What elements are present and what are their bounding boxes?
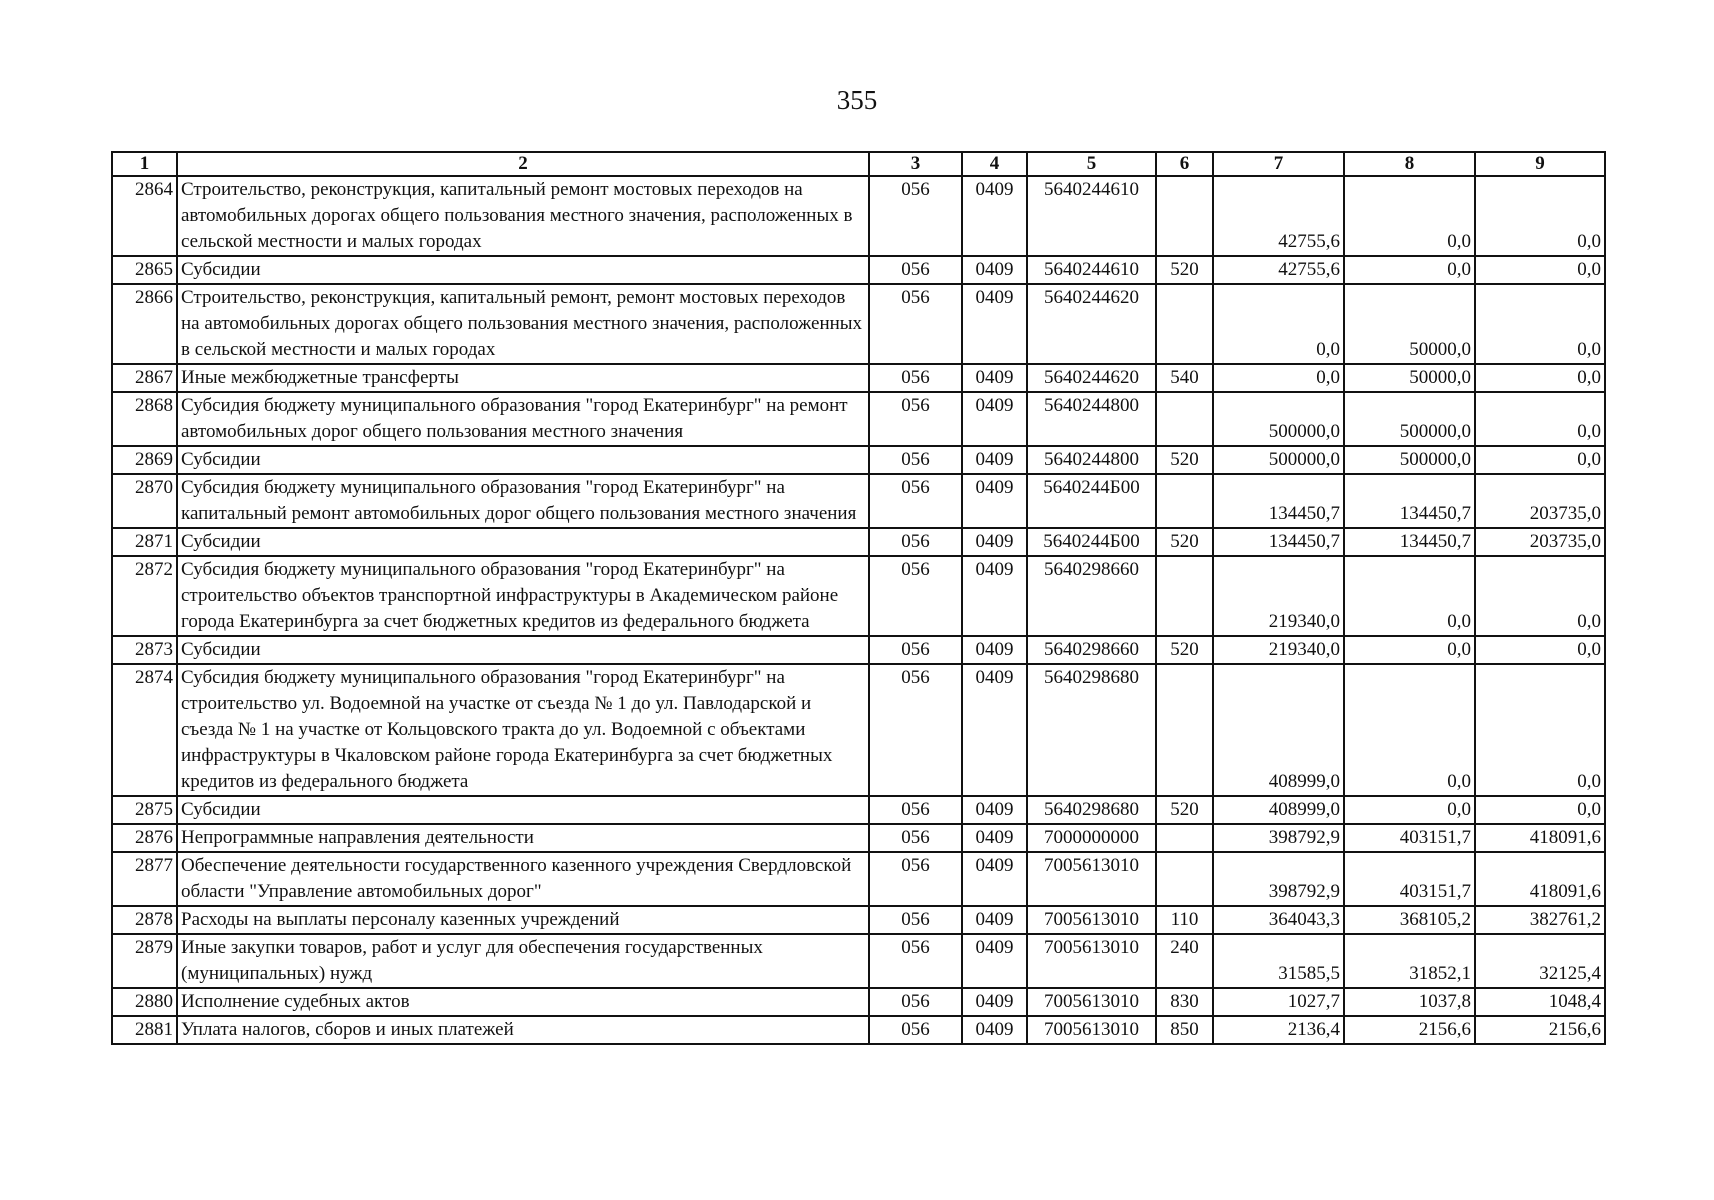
expense-type-code (1156, 284, 1213, 364)
amount-year-2: 403151,7 (1344, 852, 1475, 906)
target-code: 5640244620 (1027, 364, 1156, 392)
row-description: Расходы на выплаты персоналу казенных учреждений (177, 906, 869, 934)
amount-year-3: 1048,4 (1475, 988, 1605, 1016)
ministry-code: 056 (869, 256, 962, 284)
row-number: 2871 (112, 528, 177, 556)
target-code: 5640298660 (1027, 556, 1156, 636)
amount-year-2: 134450,7 (1344, 528, 1475, 556)
amount-year-1: 134450,7 (1213, 528, 1344, 556)
amount-year-2: 2156,6 (1344, 1016, 1475, 1044)
target-code: 5640244800 (1027, 446, 1156, 474)
section-code: 0409 (962, 474, 1027, 528)
column-header: 9 (1475, 152, 1605, 176)
amount-year-2: 403151,7 (1344, 824, 1475, 852)
ministry-code: 056 (869, 176, 962, 256)
row-number: 2873 (112, 636, 177, 664)
column-header: 8 (1344, 152, 1475, 176)
expense-type-code (1156, 474, 1213, 528)
ministry-code: 056 (869, 474, 962, 528)
row-number: 2876 (112, 824, 177, 852)
amount-year-1: 408999,0 (1213, 664, 1344, 796)
amount-year-2: 31852,1 (1344, 934, 1475, 988)
row-description: Иные межбюджетные трансферты (177, 364, 869, 392)
amount-year-1: 500000,0 (1213, 392, 1344, 446)
section-code: 0409 (962, 664, 1027, 796)
table-row (112, 636, 1605, 664)
column-header: 1 (112, 152, 177, 176)
ministry-code: 056 (869, 906, 962, 934)
row-number: 2867 (112, 364, 177, 392)
section-code: 0409 (962, 392, 1027, 446)
target-code: 7000000000 (1027, 824, 1156, 852)
table-row (112, 1016, 1605, 1044)
amount-year-1: 1027,7 (1213, 988, 1344, 1016)
section-code: 0409 (962, 556, 1027, 636)
section-code: 0409 (962, 528, 1027, 556)
amount-year-2: 0,0 (1344, 176, 1475, 256)
amount-year-2: 134450,7 (1344, 474, 1475, 528)
amount-year-1: 0,0 (1213, 364, 1344, 392)
section-code: 0409 (962, 1016, 1027, 1044)
amount-year-3: 32125,4 (1475, 934, 1605, 988)
expense-type-code: 830 (1156, 988, 1213, 1016)
row-number: 2869 (112, 446, 177, 474)
row-description: Субсидии (177, 636, 869, 664)
row-number: 2878 (112, 906, 177, 934)
row-number: 2870 (112, 474, 177, 528)
ministry-code: 056 (869, 664, 962, 796)
amount-year-2: 500000,0 (1344, 392, 1475, 446)
expense-type-code (1156, 824, 1213, 852)
section-code: 0409 (962, 824, 1027, 852)
amount-year-1: 500000,0 (1213, 446, 1344, 474)
target-code: 5640298660 (1027, 636, 1156, 664)
amount-year-2: 0,0 (1344, 664, 1475, 796)
table-row (112, 446, 1605, 474)
amount-year-1: 42755,6 (1213, 256, 1344, 284)
section-code: 0409 (962, 852, 1027, 906)
amount-year-1: 134450,7 (1213, 474, 1344, 528)
amount-year-3: 2156,6 (1475, 1016, 1605, 1044)
ministry-code: 056 (869, 1016, 962, 1044)
expense-type-code: 520 (1156, 256, 1213, 284)
ministry-code: 056 (869, 636, 962, 664)
row-description: Субсидии (177, 528, 869, 556)
row-number: 2868 (112, 392, 177, 446)
amount-year-1: 31585,5 (1213, 934, 1344, 988)
table-row (112, 364, 1605, 392)
amount-year-3: 0,0 (1475, 796, 1605, 824)
amount-year-3: 0,0 (1475, 664, 1605, 796)
amount-year-1: 0,0 (1213, 284, 1344, 364)
row-description: Иные закупки товаров, работ и услуг для обеспечения государственных (муниципальных) нужд (177, 934, 869, 988)
page-number: 355 (836, 85, 878, 115)
row-description: Субсидии (177, 446, 869, 474)
amount-year-2: 500000,0 (1344, 446, 1475, 474)
table-row (112, 934, 1605, 988)
expense-type-code (1156, 664, 1213, 796)
amount-year-3: 418091,6 (1475, 824, 1605, 852)
table-row (112, 796, 1605, 824)
table-row (112, 176, 1605, 256)
row-number: 2872 (112, 556, 177, 636)
amount-year-3: 0,0 (1475, 284, 1605, 364)
row-description: Субсидия бюджету муниципального образования "город Екатеринбург" на строительство ул. Водоемной на участке от съезда № 1 до ул. Павлодарской и съезда № 1 на участке от Кольцовского тракта до ул. Водоемной с объектами инфраструктуры в Чкаловском районе города Екатеринбурга за счет бюджетных кредитов из федерального бюджета (177, 664, 869, 796)
row-description: Субсидии (177, 256, 869, 284)
section-code: 0409 (962, 988, 1027, 1016)
table-row (112, 906, 1605, 934)
table-row (112, 284, 1605, 364)
section-code: 0409 (962, 284, 1027, 364)
row-description: Субсидия бюджету муниципального образования "город Екатеринбург" на ремонт автомобильных дорог общего пользования местного значения (177, 392, 869, 446)
amount-year-3: 203735,0 (1475, 528, 1605, 556)
ministry-code: 056 (869, 824, 962, 852)
section-code: 0409 (962, 796, 1027, 824)
amount-year-1: 2136,4 (1213, 1016, 1344, 1044)
amount-year-2: 1037,8 (1344, 988, 1475, 1016)
ministry-code: 056 (869, 796, 962, 824)
row-description: Субсидия бюджету муниципального образования "город Екатеринбург" на капитальный ремонт автомобильных дорог общего пользования местного значения (177, 474, 869, 528)
ministry-code: 056 (869, 934, 962, 988)
expense-type-code: 520 (1156, 528, 1213, 556)
row-number: 2875 (112, 796, 177, 824)
target-code: 7005613010 (1027, 852, 1156, 906)
amount-year-3: 0,0 (1475, 446, 1605, 474)
amount-year-1: 398792,9 (1213, 824, 1344, 852)
table-row (112, 474, 1605, 528)
table-row (112, 988, 1605, 1016)
expense-type-code: 110 (1156, 906, 1213, 934)
amount-year-3: 0,0 (1475, 256, 1605, 284)
target-code: 7005613010 (1027, 988, 1156, 1016)
amount-year-1: 408999,0 (1213, 796, 1344, 824)
amount-year-3: 418091,6 (1475, 852, 1605, 906)
row-number: 2879 (112, 934, 177, 988)
row-number: 2865 (112, 256, 177, 284)
amount-year-2: 0,0 (1344, 256, 1475, 284)
table-row (112, 852, 1605, 906)
amount-year-1: 364043,3 (1213, 906, 1344, 934)
amount-year-1: 219340,0 (1213, 556, 1344, 636)
target-code: 5640244Б00 (1027, 528, 1156, 556)
row-number: 2880 (112, 988, 177, 1016)
amount-year-2: 368105,2 (1344, 906, 1475, 934)
ministry-code: 056 (869, 284, 962, 364)
table-row (112, 256, 1605, 284)
section-code: 0409 (962, 364, 1027, 392)
expense-type-code: 520 (1156, 446, 1213, 474)
row-description: Субсидии (177, 796, 869, 824)
table-row (112, 392, 1605, 446)
expense-type-code (1156, 556, 1213, 636)
column-header: 3 (869, 152, 962, 176)
column-header: 4 (962, 152, 1027, 176)
amount-year-3: 0,0 (1475, 392, 1605, 446)
amount-year-1: 219340,0 (1213, 636, 1344, 664)
row-number: 2881 (112, 1016, 177, 1044)
target-code: 7005613010 (1027, 934, 1156, 988)
expense-type-code: 240 (1156, 934, 1213, 988)
target-code: 7005613010 (1027, 1016, 1156, 1044)
expense-type-code: 520 (1156, 796, 1213, 824)
row-number: 2866 (112, 284, 177, 364)
row-number: 2877 (112, 852, 177, 906)
row-number: 2864 (112, 176, 177, 256)
section-code: 0409 (962, 446, 1027, 474)
target-code: 5640298680 (1027, 664, 1156, 796)
row-description: Непрограммные направления деятельности (177, 824, 869, 852)
ministry-code: 056 (869, 852, 962, 906)
target-code: 5640298680 (1027, 796, 1156, 824)
column-header: 2 (177, 152, 869, 176)
column-header: 5 (1027, 152, 1156, 176)
expense-type-code: 850 (1156, 1016, 1213, 1044)
expense-type-code: 540 (1156, 364, 1213, 392)
amount-year-2: 0,0 (1344, 796, 1475, 824)
ministry-code: 056 (869, 556, 962, 636)
section-code: 0409 (962, 256, 1027, 284)
amount-year-2: 0,0 (1344, 556, 1475, 636)
target-code: 5640244Б00 (1027, 474, 1156, 528)
section-code: 0409 (962, 934, 1027, 988)
amount-year-3: 0,0 (1475, 556, 1605, 636)
table-header-row (112, 152, 1605, 176)
amount-year-3: 0,0 (1475, 636, 1605, 664)
expense-type-code (1156, 392, 1213, 446)
amount-year-3: 382761,2 (1475, 906, 1605, 934)
target-code: 5640244610 (1027, 176, 1156, 256)
row-description: Субсидия бюджету муниципального образования "город Екатеринбург" на строительство объектов транспортной инфраструктуры в Академическом районе города Екатеринбурга за счет бюджетных кредитов из федерального бюджета (177, 556, 869, 636)
target-code: 5640244610 (1027, 256, 1156, 284)
expense-type-code (1156, 176, 1213, 256)
ministry-code: 056 (869, 446, 962, 474)
amount-year-1: 398792,9 (1213, 852, 1344, 906)
amount-year-2: 50000,0 (1344, 364, 1475, 392)
amount-year-2: 0,0 (1344, 636, 1475, 664)
budget-table (111, 151, 1606, 1045)
ministry-code: 056 (869, 364, 962, 392)
ministry-code: 056 (869, 392, 962, 446)
table-row (112, 664, 1605, 796)
expense-type-code: 520 (1156, 636, 1213, 664)
row-number: 2874 (112, 664, 177, 796)
ministry-code: 056 (869, 528, 962, 556)
amount-year-3: 0,0 (1475, 176, 1605, 256)
column-header: 6 (1156, 152, 1213, 176)
row-description: Строительство, реконструкция, капитальный ремонт мостовых переходов на автомобильных дорогах общего пользования местного значения, расположенных в сельской местности и малых городах (177, 176, 869, 256)
section-code: 0409 (962, 906, 1027, 934)
target-code: 7005613010 (1027, 906, 1156, 934)
ministry-code: 056 (869, 988, 962, 1016)
row-description: Строительство, реконструкция, капитальный ремонт, ремонт мостовых переходов на автомобильных дорогах общего пользования местного значения, расположенных в сельской местности и малых городах (177, 284, 869, 364)
section-code: 0409 (962, 176, 1027, 256)
amount-year-2: 50000,0 (1344, 284, 1475, 364)
table-row (112, 556, 1605, 636)
target-code: 5640244800 (1027, 392, 1156, 446)
column-header: 7 (1213, 152, 1344, 176)
table-row (112, 824, 1605, 852)
target-code: 5640244620 (1027, 284, 1156, 364)
section-code: 0409 (962, 636, 1027, 664)
row-description: Уплата налогов, сборов и иных платежей (177, 1016, 869, 1044)
amount-year-3: 0,0 (1475, 364, 1605, 392)
row-description: Исполнение судебных актов (177, 988, 869, 1016)
amount-year-1: 42755,6 (1213, 176, 1344, 256)
amount-year-3: 203735,0 (1475, 474, 1605, 528)
table-row (112, 528, 1605, 556)
row-description: Обеспечение деятельности государственного казенного учреждения Свердловской области "Управление автомобильных дорог" (177, 852, 869, 906)
expense-type-code (1156, 852, 1213, 906)
